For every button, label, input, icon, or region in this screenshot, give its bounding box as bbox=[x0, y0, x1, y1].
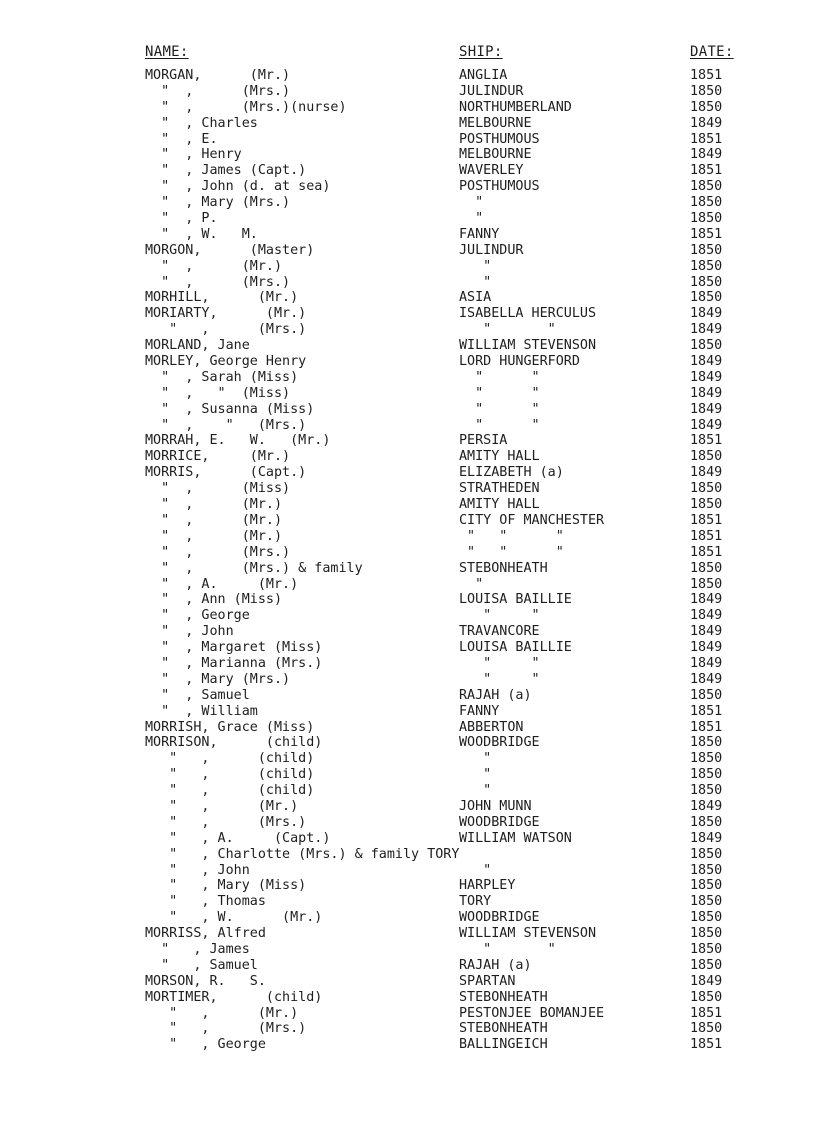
table-row bbox=[0, 402, 816, 418]
table-row bbox=[0, 322, 816, 338]
ship-name: " bbox=[459, 862, 492, 878]
ship-name: ABBERTON bbox=[459, 719, 524, 735]
table-row bbox=[0, 592, 816, 608]
ship-name: TORY bbox=[459, 894, 492, 910]
ship-name: ELIZABETH (a) bbox=[459, 465, 564, 481]
table-row bbox=[0, 1021, 816, 1037]
arrival-date: 1850 bbox=[690, 290, 723, 306]
passenger-name: " , Thomas bbox=[145, 894, 266, 910]
passenger-name: MORHILL, (Mr.) bbox=[145, 290, 299, 306]
arrival-date: 1850 bbox=[690, 814, 723, 830]
ship-name: ANGLIA bbox=[459, 68, 508, 83]
passenger-name: " , (Mr.) bbox=[145, 1005, 299, 1021]
arrival-date: 1850 bbox=[690, 862, 723, 878]
arrival-date: 1850 bbox=[690, 481, 723, 497]
passenger-name: MORRAH, E. W. (Mr.) bbox=[145, 433, 331, 449]
arrival-date: 1850 bbox=[690, 957, 723, 973]
table-row bbox=[0, 942, 816, 958]
passenger-name: " , John bbox=[145, 624, 234, 640]
ship-name: " bbox=[459, 195, 484, 211]
arrival-date: 1850 bbox=[690, 735, 723, 751]
ship-name: " " " bbox=[459, 528, 564, 544]
ship-name: " " bbox=[459, 385, 540, 401]
ship-name: POSTHUMOUS bbox=[459, 179, 540, 195]
arrival-date: 1850 bbox=[690, 338, 723, 354]
ship-name: JULINDUR bbox=[459, 242, 524, 258]
table-row bbox=[0, 306, 816, 322]
passenger-name: MORLAND, Jane bbox=[145, 338, 250, 354]
table-row bbox=[0, 275, 816, 291]
table-row bbox=[0, 704, 816, 720]
table-row bbox=[0, 561, 816, 577]
ship-name: RAJAH (a) bbox=[459, 687, 532, 703]
passenger-name: " , Mary (Miss) bbox=[145, 878, 307, 894]
table-row bbox=[0, 386, 816, 402]
passenger-name: " , Charles bbox=[145, 115, 258, 131]
ship-name: " " bbox=[459, 941, 556, 957]
header-name-label: NAME: bbox=[145, 44, 189, 60]
passenger-name: " , John (d. at sea) bbox=[145, 179, 331, 195]
arrival-date: 1850 bbox=[690, 783, 723, 799]
ship-name: WOODBRIDGE bbox=[459, 735, 540, 751]
arrival-date: 1849 bbox=[690, 608, 723, 624]
passenger-name: MORLEY, George Henry bbox=[145, 354, 307, 370]
passenger-name: " , (child) bbox=[145, 767, 315, 783]
table-row bbox=[0, 465, 816, 481]
ship-name: " " bbox=[459, 369, 540, 385]
arrival-date: 1850 bbox=[690, 274, 723, 290]
arrival-date: 1850 bbox=[690, 576, 723, 592]
ship-name: JOHN MUNN bbox=[459, 798, 532, 814]
passenger-name: " , E. bbox=[145, 131, 218, 147]
table-row bbox=[0, 783, 816, 799]
arrival-date: 1850 bbox=[690, 560, 723, 576]
arrival-date: 1850 bbox=[690, 941, 723, 957]
passenger-name: " , (child) bbox=[145, 751, 315, 767]
table-row bbox=[0, 84, 816, 100]
table-row bbox=[0, 894, 816, 910]
passenger-name: " , Charlotte (Mrs.) & family TORY bbox=[145, 846, 460, 862]
arrival-date: 1850 bbox=[690, 497, 723, 513]
passenger-name: " , (Mr.) bbox=[145, 258, 283, 274]
ship-name: RAJAH (a) bbox=[459, 957, 532, 973]
passenger-name: " , (Mr.) bbox=[145, 528, 283, 544]
arrival-date: 1851 bbox=[690, 131, 723, 147]
arrival-date: 1849 bbox=[690, 592, 723, 608]
arrival-date: 1849 bbox=[690, 640, 723, 656]
table-row bbox=[0, 354, 816, 370]
arrival-date: 1850 bbox=[690, 195, 723, 211]
passenger-name: " , Susanna (Miss) bbox=[145, 401, 315, 417]
table-row bbox=[0, 179, 816, 195]
passenger-name: " , (Mrs.) & family bbox=[145, 560, 363, 576]
table-row bbox=[0, 481, 816, 497]
passenger-name: " , W. (Mr.) bbox=[145, 910, 323, 926]
passenger-name: MORRISS, Alfred bbox=[145, 926, 266, 942]
ship-name: WILLIAM STEVENSON bbox=[459, 926, 597, 942]
arrival-date: 1851 bbox=[690, 1005, 723, 1021]
table-row bbox=[0, 640, 816, 656]
passenger-name: " , (Miss) bbox=[145, 481, 291, 497]
arrival-date: 1851 bbox=[690, 719, 723, 735]
ship-name: LOUISA BAILLIE bbox=[459, 592, 572, 608]
header-date bbox=[690, 44, 734, 60]
table-row bbox=[0, 751, 816, 767]
passenger-name: " , Margaret (Miss) bbox=[145, 640, 323, 656]
table-row bbox=[0, 132, 816, 148]
passenger-name: MORRISH, Grace (Miss) bbox=[145, 719, 315, 735]
table-row bbox=[0, 529, 816, 545]
arrival-date: 1849 bbox=[690, 671, 723, 687]
ship-name: ISABELLA HERCULUS bbox=[459, 306, 597, 322]
arrival-date: 1850 bbox=[690, 926, 723, 942]
table-row bbox=[0, 545, 816, 561]
table-row bbox=[0, 100, 816, 116]
passenger-name: MORRISON, (child) bbox=[145, 735, 323, 751]
header-date-label: DATE: bbox=[690, 44, 734, 60]
arrival-date: 1849 bbox=[690, 306, 723, 322]
passenger-name: " , Marianna (Mrs.) bbox=[145, 655, 323, 671]
ship-name: JULINDUR bbox=[459, 83, 524, 99]
arrival-date: 1851 bbox=[690, 1037, 723, 1053]
passenger-name: " , George bbox=[145, 608, 250, 624]
table-row bbox=[0, 195, 816, 211]
passenger-name: " , (Mrs.) bbox=[145, 1021, 307, 1037]
arrival-date: 1850 bbox=[690, 751, 723, 767]
passenger-name: " , Mary (Mrs.) bbox=[145, 195, 291, 211]
passenger-name: " , W. M. bbox=[145, 226, 258, 242]
ship-name: TRAVANCORE bbox=[459, 624, 540, 640]
table-row bbox=[0, 433, 816, 449]
arrival-date: 1850 bbox=[690, 83, 723, 99]
arrival-date: 1851 bbox=[690, 226, 723, 242]
ship-name: PERSIA bbox=[459, 433, 508, 449]
table-row bbox=[0, 68, 816, 84]
passenger-name: " , (Mrs.)(nurse) bbox=[145, 99, 347, 115]
passenger-name: " , Samuel bbox=[145, 687, 250, 703]
ship-name: " " bbox=[459, 608, 540, 624]
passenger-name: " , (child) bbox=[145, 783, 315, 799]
arrival-date: 1849 bbox=[690, 973, 723, 989]
passenger-name: MORSON, R. S. bbox=[145, 973, 266, 989]
table-row bbox=[0, 990, 816, 1006]
ship-name: FANNY bbox=[459, 703, 500, 719]
arrival-date: 1850 bbox=[690, 894, 723, 910]
table-row bbox=[0, 958, 816, 974]
table-row bbox=[0, 163, 816, 179]
table-row bbox=[0, 338, 816, 354]
arrival-date: 1849 bbox=[690, 465, 723, 481]
arrival-date: 1849 bbox=[690, 322, 723, 338]
ship-name: " bbox=[459, 576, 484, 592]
ship-name: BALLINGEICH bbox=[459, 1037, 548, 1053]
arrival-date: 1850 bbox=[690, 687, 723, 703]
ship-name: " " bbox=[459, 417, 540, 433]
passenger-name: " , James (Capt.) bbox=[145, 163, 307, 179]
arrival-date: 1849 bbox=[690, 401, 723, 417]
arrival-date: 1850 bbox=[690, 99, 723, 115]
table-row bbox=[0, 815, 816, 831]
ship-name: " " bbox=[459, 671, 540, 687]
ship-name: " " bbox=[459, 322, 556, 338]
ship-name: CITY OF MANCHESTER bbox=[459, 512, 605, 528]
arrival-date: 1849 bbox=[690, 655, 723, 671]
passenger-name: " , " (Mrs.) bbox=[145, 417, 307, 433]
passenger-name: " , (Mrs.) bbox=[145, 544, 291, 560]
passenger-name: " , Mary (Mrs.) bbox=[145, 671, 291, 687]
ship-name: LORD HUNGERFORD bbox=[459, 354, 580, 370]
arrival-date: 1849 bbox=[690, 417, 723, 433]
passenger-name: " , (Mrs.) bbox=[145, 274, 291, 290]
table-row bbox=[0, 735, 816, 751]
table-row bbox=[0, 259, 816, 275]
arrival-date: 1849 bbox=[690, 354, 723, 370]
ship-name: " bbox=[459, 258, 492, 274]
table-row bbox=[0, 720, 816, 736]
passenger-name: " , (Mr.) bbox=[145, 512, 283, 528]
ship-name: ASIA bbox=[459, 290, 492, 306]
arrival-date: 1850 bbox=[690, 179, 723, 195]
arrival-date: 1851 bbox=[690, 163, 723, 179]
ship-name: NORTHUMBERLAND bbox=[459, 99, 572, 115]
table-row bbox=[0, 211, 816, 227]
table-row bbox=[0, 577, 816, 593]
table-row bbox=[0, 624, 816, 640]
table-row bbox=[0, 1037, 816, 1053]
ship-name: STEBONHEATH bbox=[459, 560, 548, 576]
ship-name: HARPLEY bbox=[459, 878, 516, 894]
table-row bbox=[0, 910, 816, 926]
ship-name: STEBONHEATH bbox=[459, 1021, 548, 1037]
ship-name: " " bbox=[459, 401, 540, 417]
ship-name: " bbox=[459, 274, 492, 290]
table-row bbox=[0, 227, 816, 243]
arrival-date: 1851 bbox=[690, 528, 723, 544]
ship-name: WAVERLEY bbox=[459, 163, 524, 179]
arrival-date: 1850 bbox=[690, 1021, 723, 1037]
ship-name: STRATHEDEN bbox=[459, 481, 540, 497]
passenger-name: " , (Mr.) bbox=[145, 798, 299, 814]
passenger-name: MORTIMER, (child) bbox=[145, 989, 323, 1005]
ship-name: FANNY bbox=[459, 226, 500, 242]
passenger-name: MORGON, (Master) bbox=[145, 242, 315, 258]
table-row bbox=[0, 974, 816, 990]
ship-name: MELBOURNE bbox=[459, 115, 532, 131]
ship-name: SPARTAN bbox=[459, 973, 516, 989]
arrival-date: 1851 bbox=[690, 703, 723, 719]
ship-name: POSTHUMOUS bbox=[459, 131, 540, 147]
passenger-name: " , Ann (Miss) bbox=[145, 592, 283, 608]
arrival-date: 1849 bbox=[690, 624, 723, 640]
arrival-date: 1850 bbox=[690, 910, 723, 926]
table-row bbox=[0, 116, 816, 132]
passenger-name: " , George bbox=[145, 1037, 266, 1053]
ship-name: AMITY HALL bbox=[459, 449, 540, 465]
ship-name: " bbox=[459, 783, 492, 799]
passenger-name: " , A. (Mr.) bbox=[145, 576, 299, 592]
arrival-date: 1850 bbox=[690, 767, 723, 783]
arrival-date: 1849 bbox=[690, 385, 723, 401]
table-row bbox=[0, 688, 816, 704]
passenger-name: MORRICE, (Mr.) bbox=[145, 449, 291, 465]
arrival-date: 1849 bbox=[690, 147, 723, 163]
arrival-date: 1850 bbox=[690, 846, 723, 862]
ship-name: " " bbox=[459, 655, 540, 671]
passenger-name: " , " (Miss) bbox=[145, 385, 291, 401]
arrival-date: 1850 bbox=[690, 878, 723, 894]
passenger-name: " , William bbox=[145, 703, 258, 719]
passenger-list bbox=[0, 68, 816, 1053]
table-row bbox=[0, 799, 816, 815]
ship-name: WILLIAM WATSON bbox=[459, 830, 572, 846]
passenger-name: " , (Mrs.) bbox=[145, 322, 307, 338]
table-row bbox=[0, 831, 816, 847]
ship-name: " bbox=[459, 751, 492, 767]
passenger-name: " , James bbox=[145, 941, 250, 957]
arrival-date: 1850 bbox=[690, 449, 723, 465]
arrival-date: 1849 bbox=[690, 830, 723, 846]
header-ship-label: SHIP: bbox=[459, 44, 503, 60]
arrival-date: 1849 bbox=[690, 798, 723, 814]
passenger-name: " , Henry bbox=[145, 147, 242, 163]
table-row bbox=[0, 290, 816, 306]
table-row bbox=[0, 878, 816, 894]
passenger-name: " , (Mr.) bbox=[145, 497, 283, 513]
passenger-name: " , (Mrs.) bbox=[145, 83, 291, 99]
table-row bbox=[0, 243, 816, 259]
arrival-date: 1851 bbox=[690, 544, 723, 560]
passenger-name: " , A. (Capt.) bbox=[145, 830, 331, 846]
passenger-name: " , P. bbox=[145, 211, 218, 227]
ship-name: MELBOURNE bbox=[459, 147, 532, 163]
passenger-name: " , Samuel bbox=[145, 957, 258, 973]
table-row bbox=[0, 513, 816, 529]
ship-name: LOUISA BAILLIE bbox=[459, 640, 572, 656]
arrival-date: 1851 bbox=[690, 68, 723, 83]
table-row bbox=[0, 926, 816, 942]
arrival-date: 1849 bbox=[690, 369, 723, 385]
arrival-date: 1851 bbox=[690, 512, 723, 528]
passenger-name: MORRIS, (Capt.) bbox=[145, 465, 307, 481]
arrival-date: 1850 bbox=[690, 989, 723, 1005]
passenger-name: " , Sarah (Miss) bbox=[145, 369, 299, 385]
ship-name: " " " bbox=[459, 544, 564, 560]
ship-name: AMITY HALL bbox=[459, 497, 540, 513]
table-row bbox=[0, 449, 816, 465]
table-row bbox=[0, 497, 816, 513]
ship-name: " bbox=[459, 211, 484, 227]
arrival-date: 1850 bbox=[690, 211, 723, 227]
ship-name: WILLIAM STEVENSON bbox=[459, 338, 597, 354]
ship-name: WOODBRIDGE bbox=[459, 814, 540, 830]
ship-name: STEBONHEATH bbox=[459, 989, 548, 1005]
arrival-date: 1849 bbox=[690, 115, 723, 131]
table-row bbox=[0, 656, 816, 672]
table-row bbox=[0, 767, 816, 783]
passenger-name: MORGAN, (Mr.) bbox=[145, 68, 291, 83]
passenger-name: MORIARTY, (Mr.) bbox=[145, 306, 307, 322]
table-row bbox=[0, 147, 816, 163]
table-row bbox=[0, 1006, 816, 1022]
table-row bbox=[0, 418, 816, 434]
table-row bbox=[0, 370, 816, 386]
passenger-name: " , John bbox=[145, 862, 250, 878]
arrival-date: 1851 bbox=[690, 433, 723, 449]
table-row bbox=[0, 608, 816, 624]
arrival-date: 1850 bbox=[690, 258, 723, 274]
ship-name: " bbox=[459, 767, 492, 783]
header-name bbox=[145, 44, 189, 60]
ship-name: PESTONJEE BOMANJEE bbox=[459, 1005, 605, 1021]
table-row bbox=[0, 863, 816, 879]
arrival-date: 1850 bbox=[690, 242, 723, 258]
header-ship bbox=[459, 44, 503, 60]
table-row bbox=[0, 672, 816, 688]
table-row bbox=[0, 847, 816, 863]
ship-name: WOODBRIDGE bbox=[459, 910, 540, 926]
passenger-name: " , (Mrs.) bbox=[145, 814, 307, 830]
